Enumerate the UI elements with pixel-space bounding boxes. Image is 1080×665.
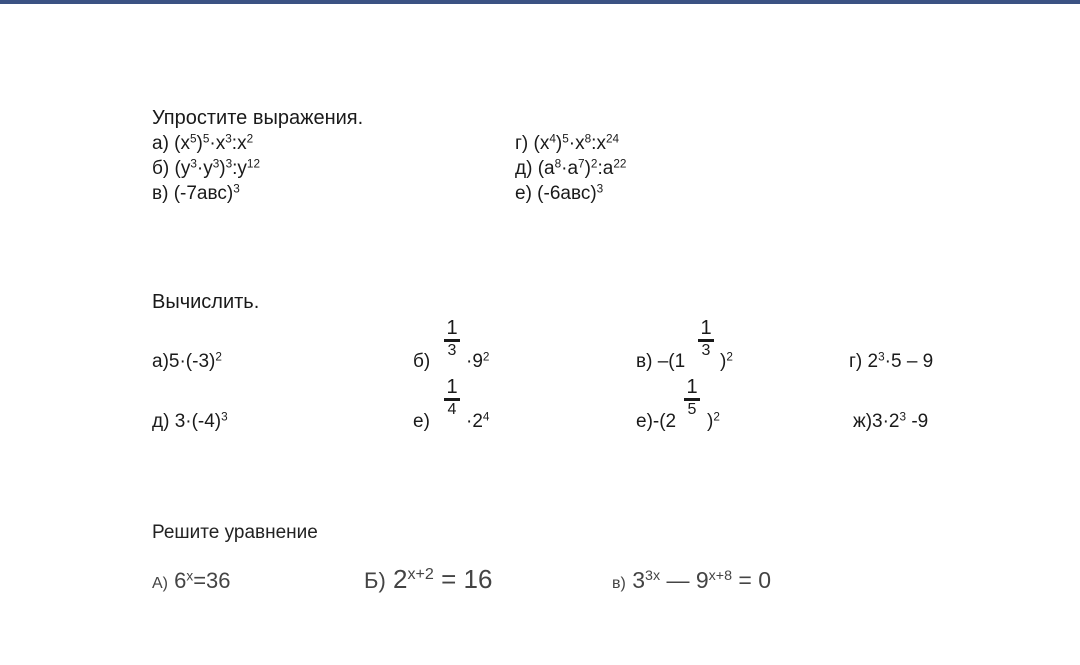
equation-b: Б) $2^{x+2} = 16$ (364, 564, 493, 594)
compute-b-label: б) (413, 351, 431, 372)
compute-e2-fraction: 1 5 (684, 377, 700, 418)
compute-e2-label: е)-(2 (636, 411, 677, 432)
equation-a: А) $6^x=36$ (152, 568, 231, 593)
compute-v-fraction: 1 3 (698, 318, 714, 359)
compute-e2-tail: )$^2$ (707, 410, 720, 432)
expr-g: г) $(x^4)^5\cdot x^8:x^{24}$ (515, 132, 620, 154)
compute-e-label: е) (413, 411, 430, 432)
equation-v: в) $3^{3x}$ — $9^{x+8} = 0$ (612, 567, 772, 593)
compute-v-tail: )$^2$ (720, 350, 733, 372)
compute-b-tail: $\cdot 9^2$ (466, 350, 490, 372)
compute-e-tail: $\cdot 2^4$ (466, 410, 490, 432)
compute-e-fraction: 1 4 (444, 377, 460, 418)
section-title-simplify: Упростите выражения. (152, 107, 364, 129)
expr-e: е) $(-6авс)^3$ (515, 182, 604, 204)
compute-b-fraction: 1 3 (444, 318, 460, 359)
compute-d: д) $3\cdot(-4)^3$ (152, 410, 228, 432)
expr-b: б) $(y^3\cdot y^3)^3:y^{12}$ (152, 157, 260, 179)
compute-a: $а)5\cdot(-3)^2$ (152, 350, 222, 372)
expr-d: д) $(a^8\cdot a^7)^2:a^{22}$ (515, 157, 627, 179)
section-title-compute: Вычислить. (152, 291, 260, 313)
section-title-solve: Решите уравнение (152, 522, 318, 543)
compute-v-label: в) –(1 (636, 351, 686, 372)
top-border (0, 0, 1080, 4)
expr-a: а) $(x^5)^5\cdot x^3:x^2$ (152, 132, 254, 154)
compute-zh: $ж)3\cdot 2^3$ -9 (853, 410, 929, 432)
expr-v: в) $(-7авс)^3$ (152, 182, 240, 204)
compute-g: г) $2^3\cdot 5 - 9$ (849, 350, 934, 372)
